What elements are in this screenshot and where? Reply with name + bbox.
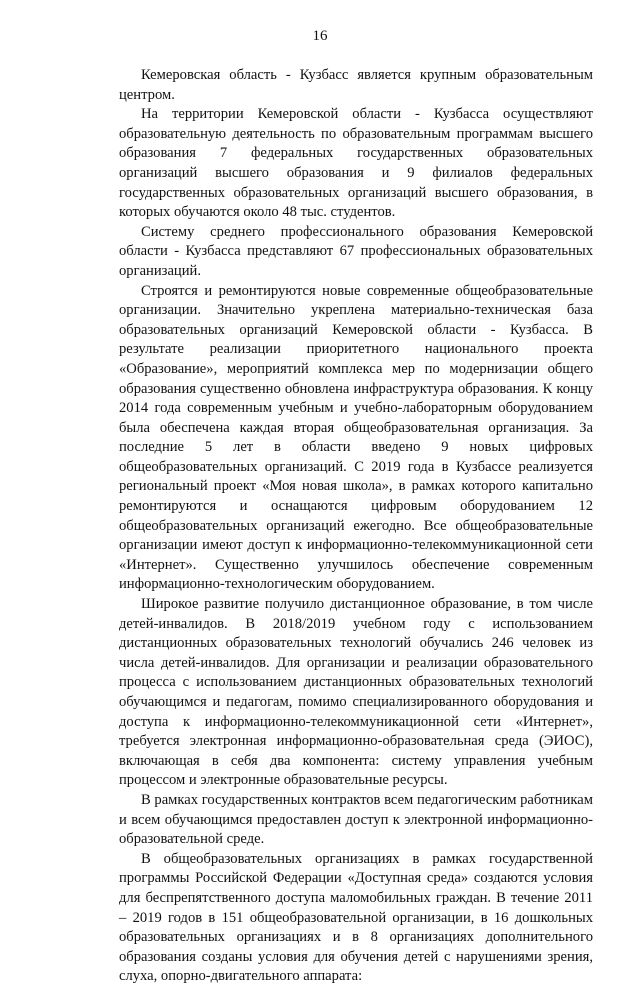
paragraph-school-infrastructure: Строятся и ремонтируются новые современные общеобразовательные организации. Значительно укреплена материально-техническая база образовательных организаций Кемеровской области - Кузбасса. В результате реализации приоритетного национального проекта «Образование», мероприятий комплекса мер по модернизации общего образования существенно обновлена инфраструктура образования. К концу 2014 года современным учебным и учебно-лабораторным оборудованием была обеспечена каждая вторая общеобразовательная организация. За последние 5 лет в области введено 9 новых цифровых общеобразовательных организаций. С 2019 года в Кузбассе реализуется региональный проект «Моя новая школа», в рамках которого капитально ремонтируются и оснащаются цифровым оборудованием 12 общеобразовательных организаций ежегодно. Все общеобразовательные организации имеют доступ к информационно-телекоммуникационной сети «Интернет». Существенно улучшилось обеспечение современным информационно-технологическим оборудованием.: [119, 282, 593, 593]
paragraph-higher-education: На территории Кемеровской области - Кузбасса осуществляют образовательную деятельность по образовательным программам высшего образования 7 федеральных государственных образовательных организаций высшего образования и 9 филиалов федеральных государственных образовательных организаций высшего образования, в которых обучаются около 48 тыс. студентов.: [119, 106, 593, 221]
paragraph-state-contracts: В рамках государственных контрактов всем педагогическим работникам и всем обучающимся предоставлен доступ к электронной информационно-образовательной среде.: [119, 791, 593, 848]
paragraph-region-center: Кемеровская область - Кузбасс является крупным образовательным центром.: [119, 67, 593, 103]
page-number: 16: [312, 28, 328, 44]
paragraph-accessible-environment: В общеобразовательных организациях в рамках государственной программы Российской Федерации «Доступная среда» создаются условия для беспрепятственного доступа маломобильных граждан. В течение 2011 – 2019 годов в 151 общеобразовательной организации, в 16 дошкольных образовательных организациях и в 8 организациях дополнительного образования созданы условия для обучения детей с нарушениями зрения, слуха, опорно-двигательного аппарата:: [119, 850, 593, 985]
paragraph-vocational-education: Систему среднего профессионального образования Кемеровской области - Кузбасса представляют 67 профессиональных образовательных организаций.: [119, 223, 593, 279]
document-body: [119, 66, 593, 987]
paragraph-distance-learning: Широкое развитие получило дистанционное образование, в том числе детей-инвалидов. В 2018/2019 учебном году с использованием дистанционных образовательных технологий обучались 246 человек из числа детей-инвалидов. Для организации и реализации образовательного процесса с использованием дистанционных образовательных технологий обучающимся и педагогам, помимо специализированного оборудования и доступа к информационно-телекоммуникационной сети «Интернет», требуется электронная информационно-образовательная среда (ЭИОС), включающая в себя два компонента: систему управления учебным процессом и электронные образовательные ресурсы.: [119, 596, 593, 789]
